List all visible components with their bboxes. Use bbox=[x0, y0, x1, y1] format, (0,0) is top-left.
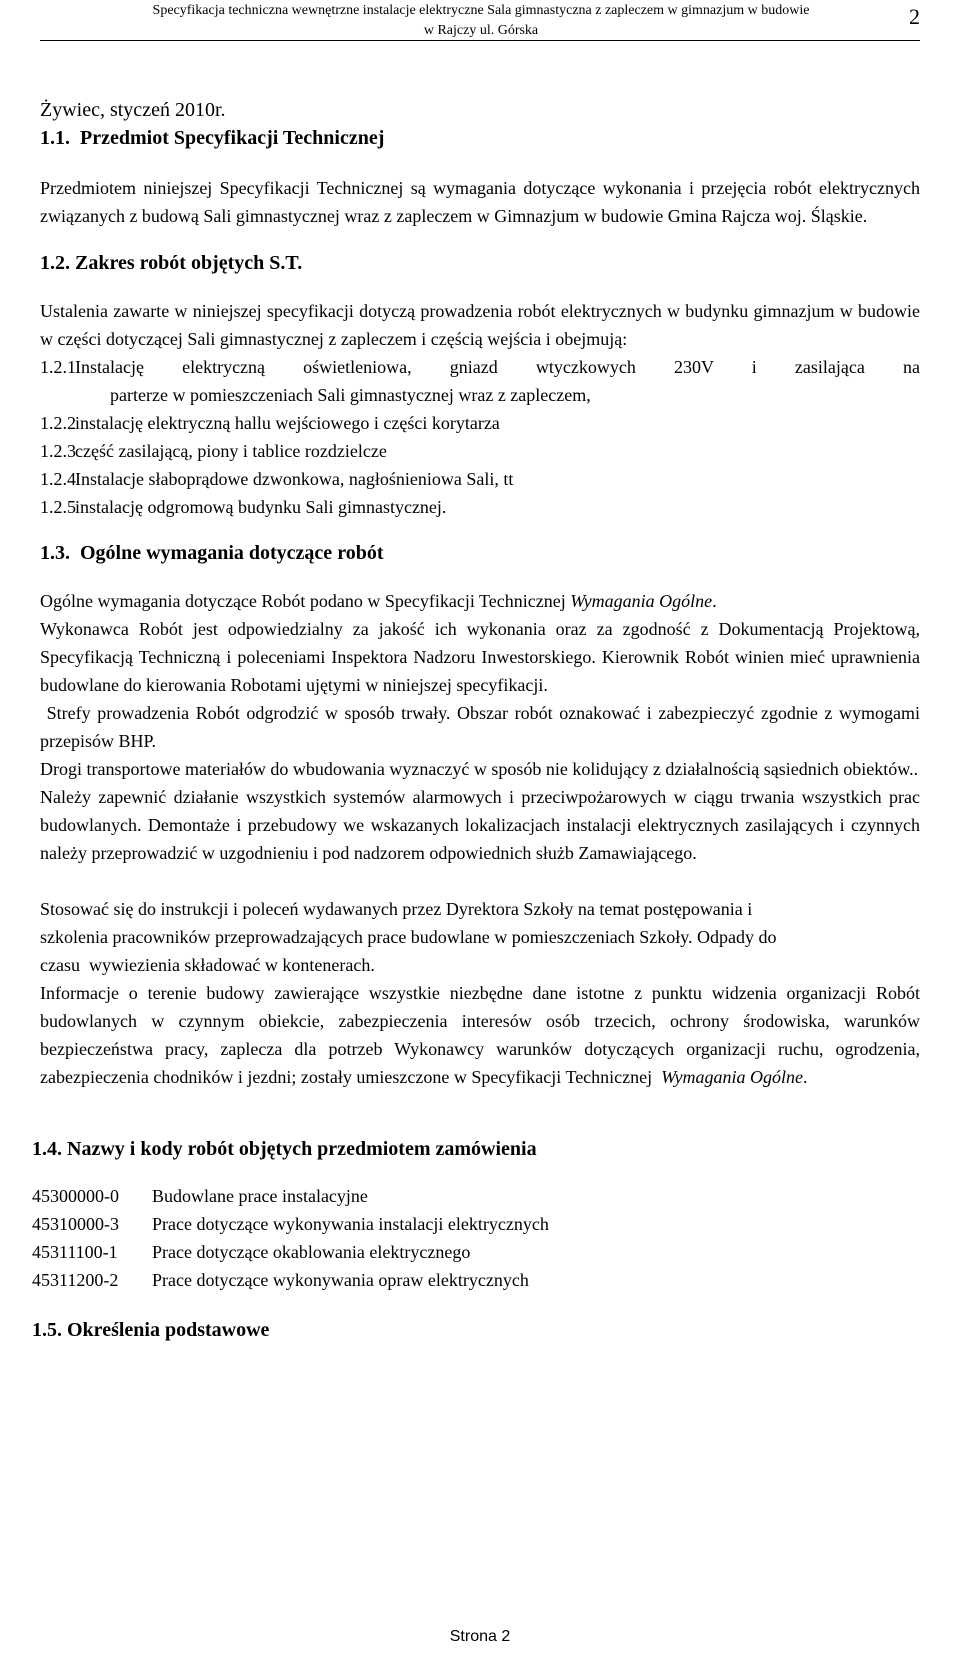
list-item bbox=[40, 353, 920, 409]
p1-end: . bbox=[712, 591, 717, 611]
section-1-4-heading bbox=[32, 1135, 920, 1163]
p1-italic: Wymagania Ogólne bbox=[570, 591, 713, 611]
section-1-4-title: Nazwy i kody robót objętych przedmiotem zamówienia bbox=[67, 1138, 537, 1160]
section-1-3-p6 bbox=[40, 867, 920, 979]
list-item-text: część zasilającą, piony i tablice rozdzielcze bbox=[75, 441, 387, 461]
section-1-3-p3: Strefy prowadzenia Robót odgrodzić w sposób trwały. Obszar robót oznakować i zabezpieczyć zgodnie z wymogami przepisów BHP. bbox=[40, 703, 925, 751]
section-1-3-number: 1.3. bbox=[40, 542, 70, 564]
p7-italic: Wymagania Ogólne bbox=[661, 1067, 803, 1087]
header-title-line2: w Rajczy ul. Górska bbox=[423, 23, 539, 38]
list-item-text: Instalacje słaboprądowe dzwonkowa, nagłośnieniowa Sali, tt bbox=[75, 469, 514, 489]
section-1-5-number: 1.5. bbox=[32, 1319, 62, 1341]
header-title bbox=[66, 1, 896, 41]
list-item-text: instalację elektryczną hallu wejściowego i części korytarza bbox=[75, 413, 500, 433]
desc-cell: Budowlane prace instalacyjne bbox=[152, 1186, 368, 1206]
list-item-number: 1.2.3 bbox=[40, 441, 76, 461]
code-cell: 45311200-2 bbox=[32, 1270, 119, 1290]
section-1-2-text: Ustalenia zawarte w niniejszej specyfikacji dotyczą prowadzenia robót elektrycznych w budynku gimnazjum w budowie w części dotyczącej Sali gimnastycznej z zapleczem i częścią wejścia i obejmują: bbox=[40, 301, 920, 349]
scope-list bbox=[40, 353, 920, 521]
list-item bbox=[40, 465, 920, 493]
table-row bbox=[32, 1266, 920, 1294]
p6-line2: szkolenia pracowników przeprowadzających prace budowlane w pomieszczeniach Szkoły. Odpady do bbox=[40, 927, 777, 947]
section-1-1-heading bbox=[40, 124, 920, 152]
table-row bbox=[32, 1182, 920, 1210]
table-row bbox=[32, 1210, 920, 1238]
section-1-5-title: Określenia podstawowe bbox=[67, 1319, 270, 1341]
section-1-3-p5: Należy zapewnić działanie wszystkich systemów alarmowych i przeciwpożarowych w ciągu trwania wszystkich prac budowlanych. Demontaże i przebudowy we wskazanych lokalizacjach instalacji elektrycznych zasilających i czynnych należy przeprowadzić w uzgodnieniu i pod nadzorem odpowiednich służb Zamawiającego. bbox=[40, 787, 920, 863]
section-1-1-number: 1.1. bbox=[40, 127, 70, 149]
table-row bbox=[32, 1238, 920, 1266]
section-1-1-title: Przedmiot Specyfikacji Technicznej bbox=[80, 127, 385, 149]
list-item-line2: parterze w pomieszczeniach Sali gimnastycznej wraz z zapleczem, bbox=[110, 385, 591, 405]
header-title-line1: Specyfikacja techniczna wewnętrzne instalacje elektryczne Sala gimnastyczna z zapleczem w gimnazjum w budowie bbox=[152, 3, 810, 18]
place-date: Żywiec, styczeń 2010r. bbox=[40, 99, 226, 121]
list-item bbox=[40, 409, 920, 437]
list-item bbox=[40, 493, 920, 521]
section-1-4-number: 1.4. bbox=[32, 1138, 62, 1160]
section-1-3-p7 bbox=[40, 979, 925, 1091]
section-1-5-heading bbox=[32, 1316, 920, 1344]
p6-line3: czasu wywiezienia składować w kontenerach. bbox=[40, 955, 375, 975]
list-item-text bbox=[75, 353, 920, 409]
page-footer: Strona 2 bbox=[449, 1628, 511, 1645]
section-1-2-title: Zakres robót objętych S.T. bbox=[75, 252, 303, 274]
page-header bbox=[40, 0, 920, 41]
desc-cell: Prace dotyczące okablowania elektrycznego bbox=[152, 1242, 471, 1262]
codes-table bbox=[32, 1182, 920, 1294]
list-item-line1: Instalację elektryczną oświetleniowa, gniazd wtyczkowych 230V i zasilająca na bbox=[75, 357, 920, 377]
list-item-number: 1.2.4 bbox=[40, 469, 76, 489]
list-item-number: 1.2.1 bbox=[40, 357, 76, 377]
section-1-3-p1 bbox=[40, 587, 920, 615]
list-item bbox=[40, 437, 920, 465]
section-1-3-p4: Drogi transportowe materiałów do wbudowania wyznaczyć w sposób nie kolidujący z działalnością sąsiednich obiektów.. bbox=[40, 759, 919, 779]
list-item-number: 1.2.2 bbox=[40, 413, 76, 433]
p6-line1: Stosować się do instrukcji i poleceń wydawanych przez Dyrektora Szkoły na temat postępowania i bbox=[40, 899, 753, 919]
section-1-3-heading bbox=[40, 539, 920, 567]
code-cell: 45300000-0 bbox=[32, 1186, 119, 1206]
header-page-number: 2 bbox=[909, 4, 920, 29]
code-cell: 45311100-1 bbox=[32, 1242, 118, 1262]
p7-text: Informacje o terenie budowy zawierające wszystkie niezbędne dane istotne z punktu widzenia organizacji Robót budowlanych w czynnym obiekcie, zabezpieczenia interesów osób trzecich, ochrony środowiska, warunków bezpieczeństwa pracy, zaplecza dla potrzeb Wykonawcy warunków dotyczących organizacji ruchu, ogrodzenia, zabezpieczenia chodników i jezdni; zostały umieszczone w Specyfikacji Technicznej bbox=[40, 983, 925, 1087]
list-item-number: 1.2.5 bbox=[40, 497, 76, 517]
document-body bbox=[32, 96, 925, 1344]
desc-cell: Prace dotyczące wykonywania opraw elektrycznych bbox=[152, 1270, 529, 1290]
code-cell: 45310000-3 bbox=[32, 1214, 119, 1234]
list-item-text: instalację odgromową budynku Sali gimnastycznej. bbox=[75, 497, 447, 517]
section-1-1-text: Przedmiotem niniejszej Specyfikacji Technicznej są wymagania dotyczące wykonania i przejęcia robót elektrycznych związanych z budową Sali gimnastycznej wraz z zapleczem w Gimnazjum w budowie Gmina Rajcza woj. Śląskie. bbox=[40, 178, 920, 226]
section-1-2-number: 1.2. bbox=[40, 252, 70, 274]
section-1-2-heading bbox=[40, 249, 920, 277]
section-1-3-title: Ogólne wymagania dotyczące robót bbox=[80, 542, 384, 564]
p7-end: . bbox=[802, 1067, 808, 1087]
desc-cell: Prace dotyczące wykonywania instalacji elektrycznych bbox=[152, 1214, 549, 1234]
section-1-3-p2: Wykonawca Robót jest odpowiedzialny za jakość ich wykonania oraz za zgodność z Dokumentacją Projektową, Specyfikacją Techniczną i poleceniami Inspektora Nadzoru Inwestorskiego. Kierownik Robót winien mieć uprawnienia budowlane do kierowania Robotami ujętymi w niniejszej specyfikacji. bbox=[40, 619, 920, 695]
p1-text: Ogólne wymagania dotyczące Robót podano w Specyfikacji Technicznej bbox=[40, 591, 571, 611]
